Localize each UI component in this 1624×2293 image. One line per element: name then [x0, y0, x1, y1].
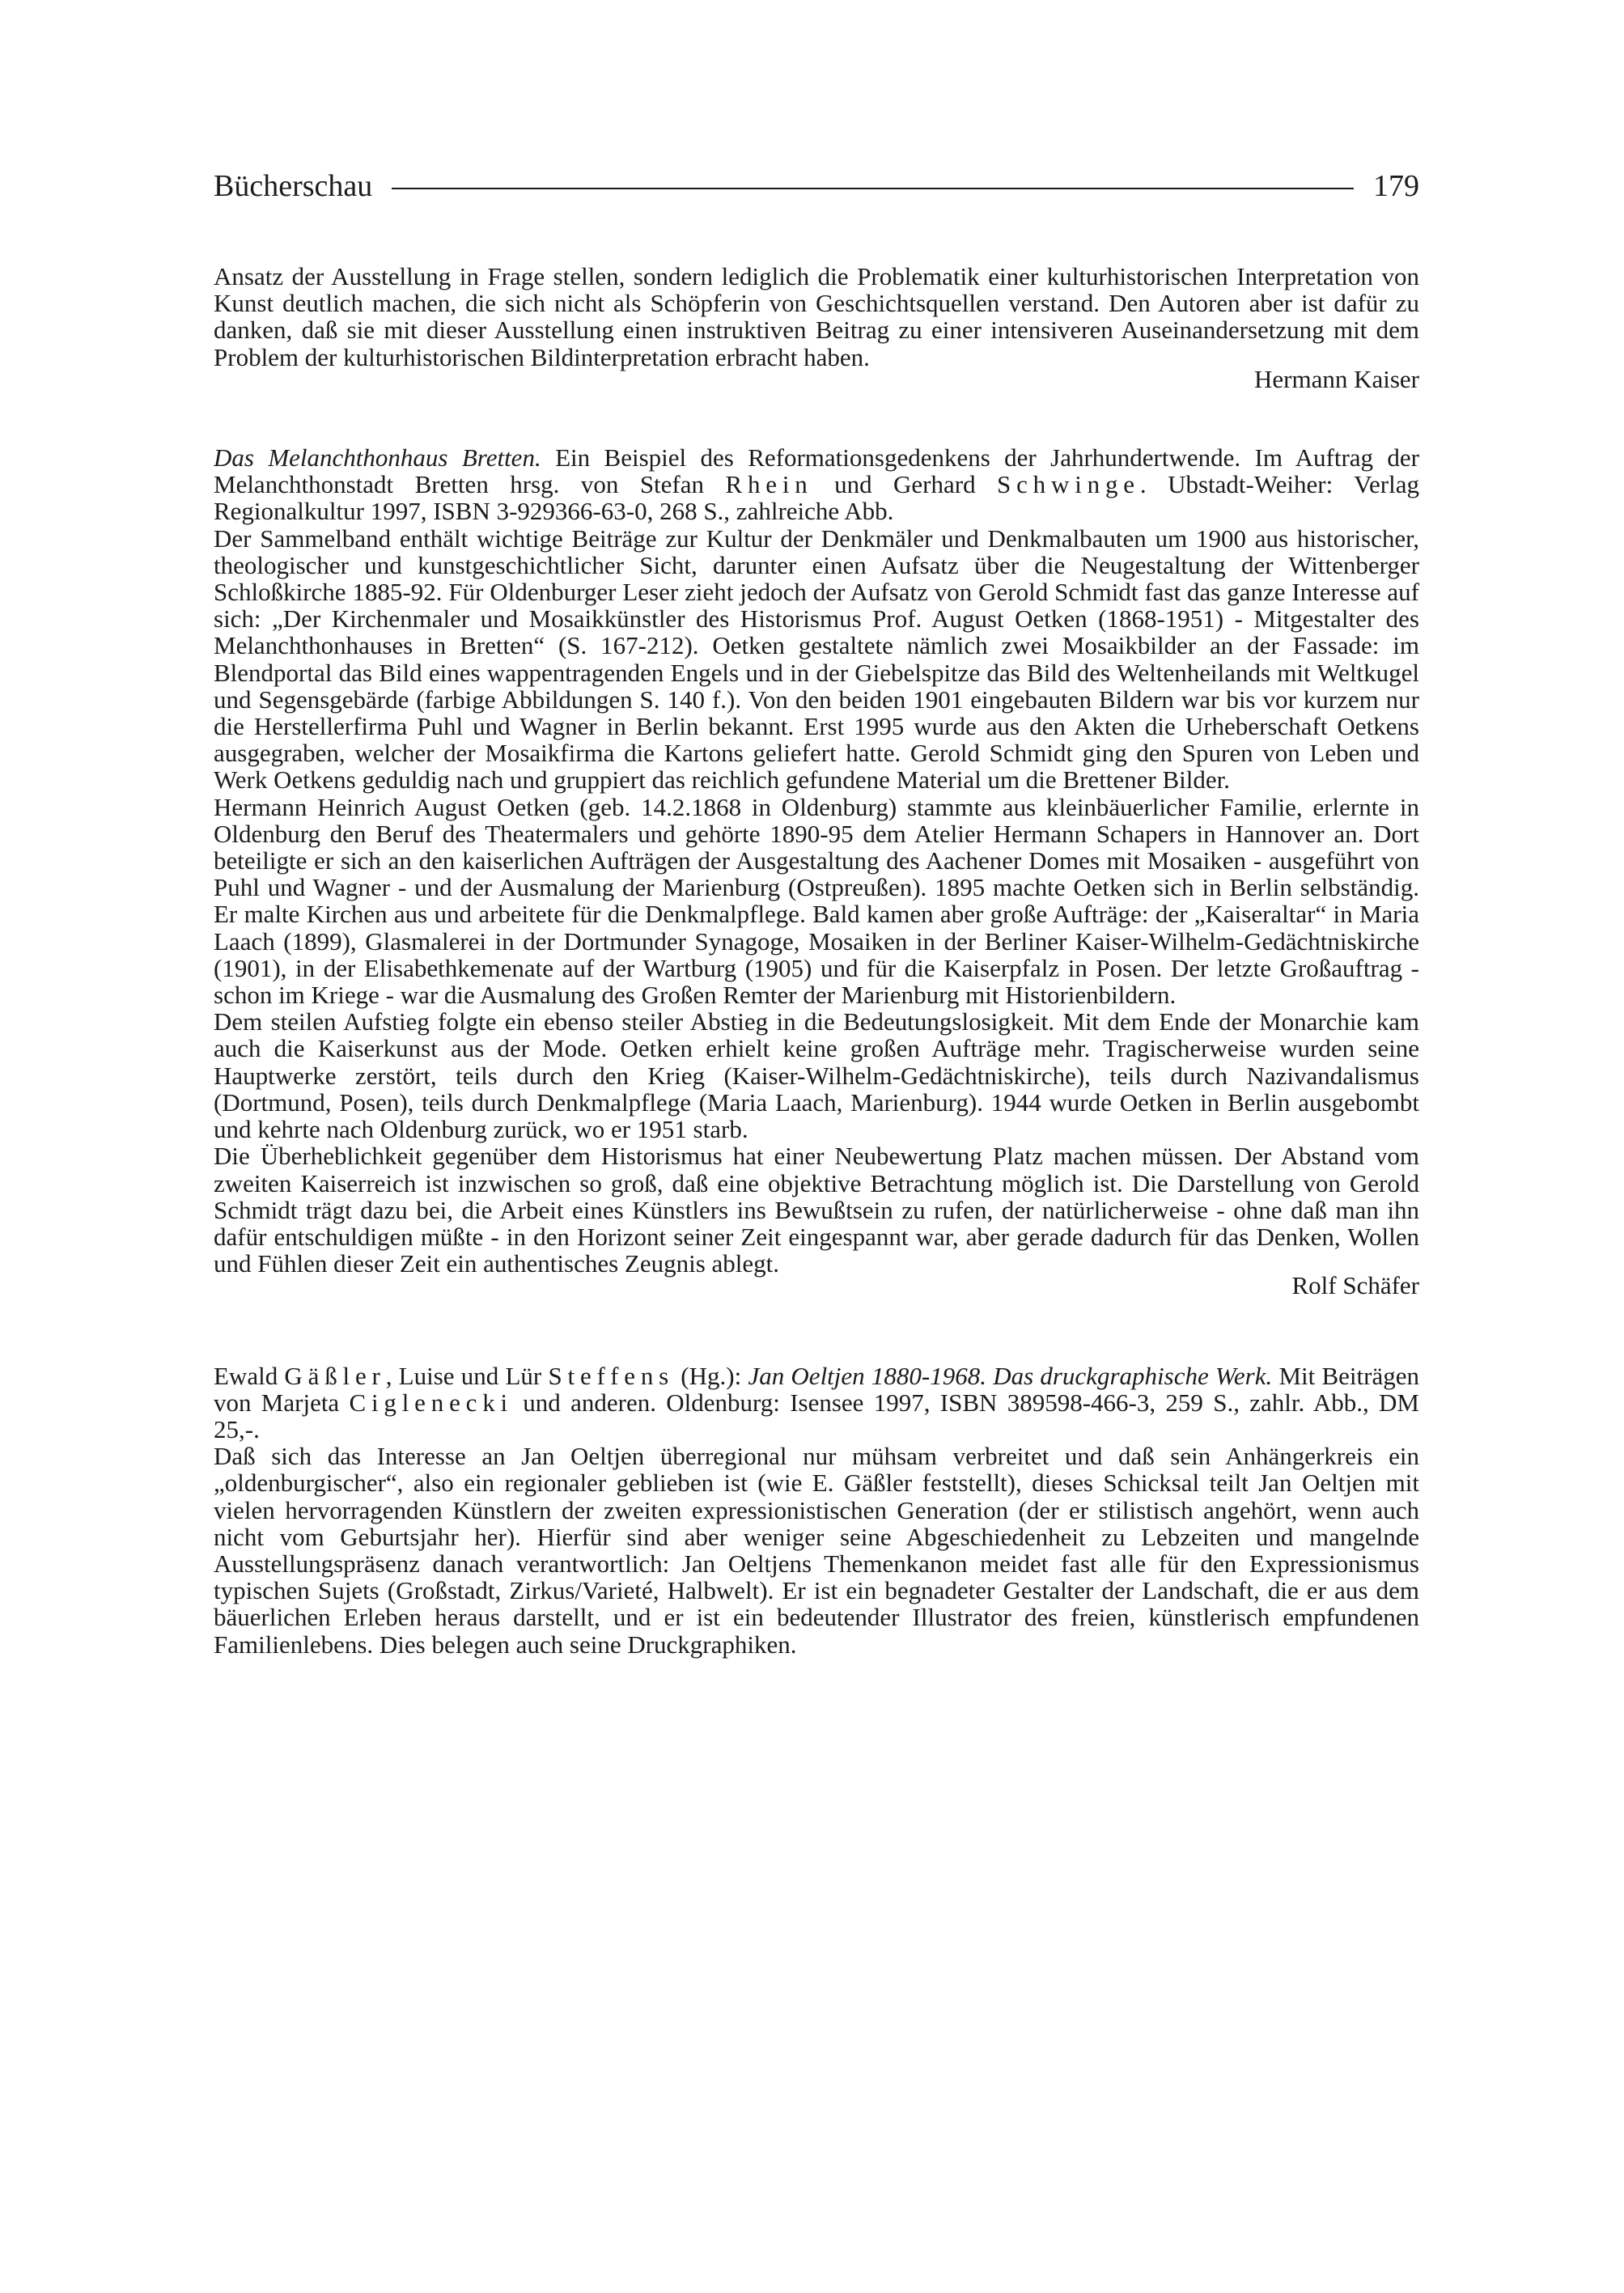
bibliographic-entry: Das Melanchthonhaus Bretten. Ein Beispiel des Reformationsgedenkens der Jahrhundertwende. Im Auftrag der Melanchthonstadt Bretten hrsg. von Stefan Rhein und Gerhard Schwinge. Ubstadt-Weiher: Verlag Regionalkultur 1997, ISBN 3-929366-63-0, 268 S., zahlreiche Abb. — [214, 443, 1419, 526]
section-title: Bücherschau — [214, 169, 373, 203]
body-text — [214, 263, 1419, 1658]
review-paragraph: Der Sammelband enthält wichtige Beiträge zur Kultur der Denkmäler und Denkmalbauten um 1900 aus historischer, theologischer und kunstgeschichtlicher Sicht, darunter einen Aufsatz über die Neugestaltung der Wittenberger Schloßkirche 1885-92. Für Oldenburger Leser zieht jedoch der Aufsatz von Gerold Schmidt fast das ganze Interesse auf sich: „Der Kirchenmaler und Mosaikkünstler des Historismus Prof. August Oetken (1868-1951) - Mitgestalter des Melanchthonhauses in Bretten“ (S. 167-212). Oetken gestaltete nämlich zwei Mosaikbilder an der Fassade: im Blendportal das Bild eines wappentragenden Engels und in der Giebelspitze das Bild des Weltenheilands mit Weltkugel und Segensgebärde (farbige Abbildungen S. 140 f.). Von den beiden 1901 eingebauten Bildern war bis vor kurzem nur die Herstellerfirma Puhl und Wagner in Berlin bekannt. Erst 1995 wurde aus den Akten die Urheberschaft Oetkens ausgegraben, welcher der Mosaikfirma die Kartons geliefert hatte. Gerold Schmidt ging den Spuren von Leben und Werk Oetkens geduldig nach und gruppiert das reichlich gefundene Material um die Brettener Bilder. — [214, 523, 1419, 795]
header-rule — [392, 188, 1354, 189]
reviewer-signature: Rolf Schäfer — [1291, 1271, 1419, 1300]
review-jan-oeltjen — [214, 1363, 1419, 1658]
bibliographic-entry: Ewald Gäßler, Luise und Lür Steffens (Hg.): Jan Oeltjen 1880-1968. Das druckgraphische Werk. Mit Beiträgen von Marjeta Ciglenecki und anderen. Oldenburg: Isensee 1997, ISBN 389598-466-3, 259 S., zahlr. Abb., DM 25,-. — [214, 1361, 1419, 1443]
book-page — [214, 0, 1419, 2293]
book-title: Jan Oeltjen 1880-1968. Das druckgraphische Werk. — [748, 1361, 1273, 1390]
review-paragraph: Die Überheblichkeit gegenüber dem Historismus hat einer Neubewertung Platz machen müssen. Der Abstand vom zweiten Kaiserreich ist inzwischen so groß, daß eine objektive Betrachtung möglich ist. Die Darstellung von Gerold Schmidt trägt dazu bei, die Arbeit eines Künstlers ins Bewußtsein zu rufen, der natürlicherweise - ohne daß man ihn dafür entschuldigen müßte - in den Horizont seiner Zeit eingespannt war, aber gerade dadurch für das Denken, Wollen und Fühlen dieser Zeit ein authentisches Zeugnis ablegt. — [214, 1142, 1419, 1278]
review-paragraph: Dem steilen Aufstieg folgte ein ebenso steiler Abstieg in die Bedeutungslosigkeit. Mit dem Ende der Monarchie kam auch die Kaiserkunst aus der Mode. Oetken erhielt keine großen Aufträge mehr. Tragischerweise wurden seine Hauptwerke zerstört, teils durch den Krieg (Kaiser-Wilhelm-Gedächtniskirche), teils durch Nazivandalismus (Dortmund, Posen), teils durch Denkmalpflege (Maria Laach, Marienburg). 1944 wurde Oetken in Berlin ausgebombt und kehrte nach Oldenburg zurück, wo er 1951 starb. — [214, 1007, 1419, 1144]
intro-paragraph: Ansatz der Ausstellung in Frage stellen, sondern lediglich die Problematik einer kulturhistorischen Interpretation von Kunst deutlich machen, die sich nicht als Schöpferin von Geschichtsquellen verstand. Den Autoren aber ist dafür zu danken, daß sie mit dieser Ausstellung einen instruktiven Beitrag zu einer intensiveren Auseinandersetzung mit dem Problem der kulturhistorischen Bildinterpretation erbracht haben. — [214, 262, 1419, 371]
editor-surname: Rhein — [725, 470, 813, 499]
reviewer-signature: Hermann Kaiser — [1254, 364, 1419, 393]
page-number: 179 — [1373, 169, 1419, 203]
author-surname: Steffens — [548, 1361, 675, 1390]
author-surname: Gäßler — [284, 1361, 386, 1390]
running-header — [214, 166, 1419, 206]
book-title: Das Melanchthonhaus Bretten. — [214, 443, 541, 473]
editor-surname: Schwinge — [997, 470, 1140, 499]
review-paragraph: Hermann Heinrich August Oetken (geb. 14.2.1868 in Oldenburg) stammte aus kleinbäuerlicher Familie, erlernte in Oldenburg den Beruf des Theatermalers und gehörte 1890-95 dem Atelier Hermann Schapers in Hannover an. Dort beteiligte er sich an den kaiserlichen Aufträgen der Ausgestaltung des Aachener Domes mit Mosaiken - ausgeführt von Puhl und Wagner - und der Ausmalung der Marienburg (Ostpreußen). 1895 machte Oetken sich in Berlin selbständig. Er malte Kirchen aus und arbeitete für die Denkmalpflege. Bald kamen aber große Aufträge: der „Kaiseraltar“ in Maria Laach (1899), Glasmalerei in der Dortmunder Synagoge, Mosaiken in der Berliner Kaiser-Wilhelm-Gedächtniskirche (1901), in der Elisabethkemenate auf der Wartburg (1905) und für die Kaiserpfalz in Posen. Der letzte Großauftrag - schon im Kriege - war die Ausmalung des Großen Remter der Marienburg mit Historienbildern. — [214, 792, 1419, 1010]
review-paragraph: Daß sich das Interesse an Jan Oeltjen überregional nur mühsam verbreitet und daß sein Anhängerkreis ein „oldenburgischer“, also ein regionaler geblieben ist (wie E. Gäßler feststellt), dieses Schicksal teilt Jan Oeltjen mit vielen hervorragenden Künstlern der zweiten expressionistischen Generation (der er stilistisch angehört, wenn auch nicht vom Geburtsjahr her). Hierfür sind aber weniger seine Abgeschiedenheit zu Lebzeiten und mangelnde Ausstellungspräsenz danach verantwortlich: Jan Oeltjens Themenkanon meidet fast alle für den Expressionismus typischen Sujets (Großstadt, Zirkus/Varieté, Halbwelt). Er ist ein begnadeter Gestalter der Landschaft, die er aus dem bäuerlichen Erleben heraus darstellt, und er ist ein bedeutender Illustrator des freien, künstlerisch empfundenen Familienlebens. Dies belegen auch seine Druckgraphiken. — [214, 1442, 1419, 1659]
review-melanchthonhaus — [214, 444, 1419, 1299]
contributor-surname: Ciglenecki — [349, 1388, 513, 1417]
